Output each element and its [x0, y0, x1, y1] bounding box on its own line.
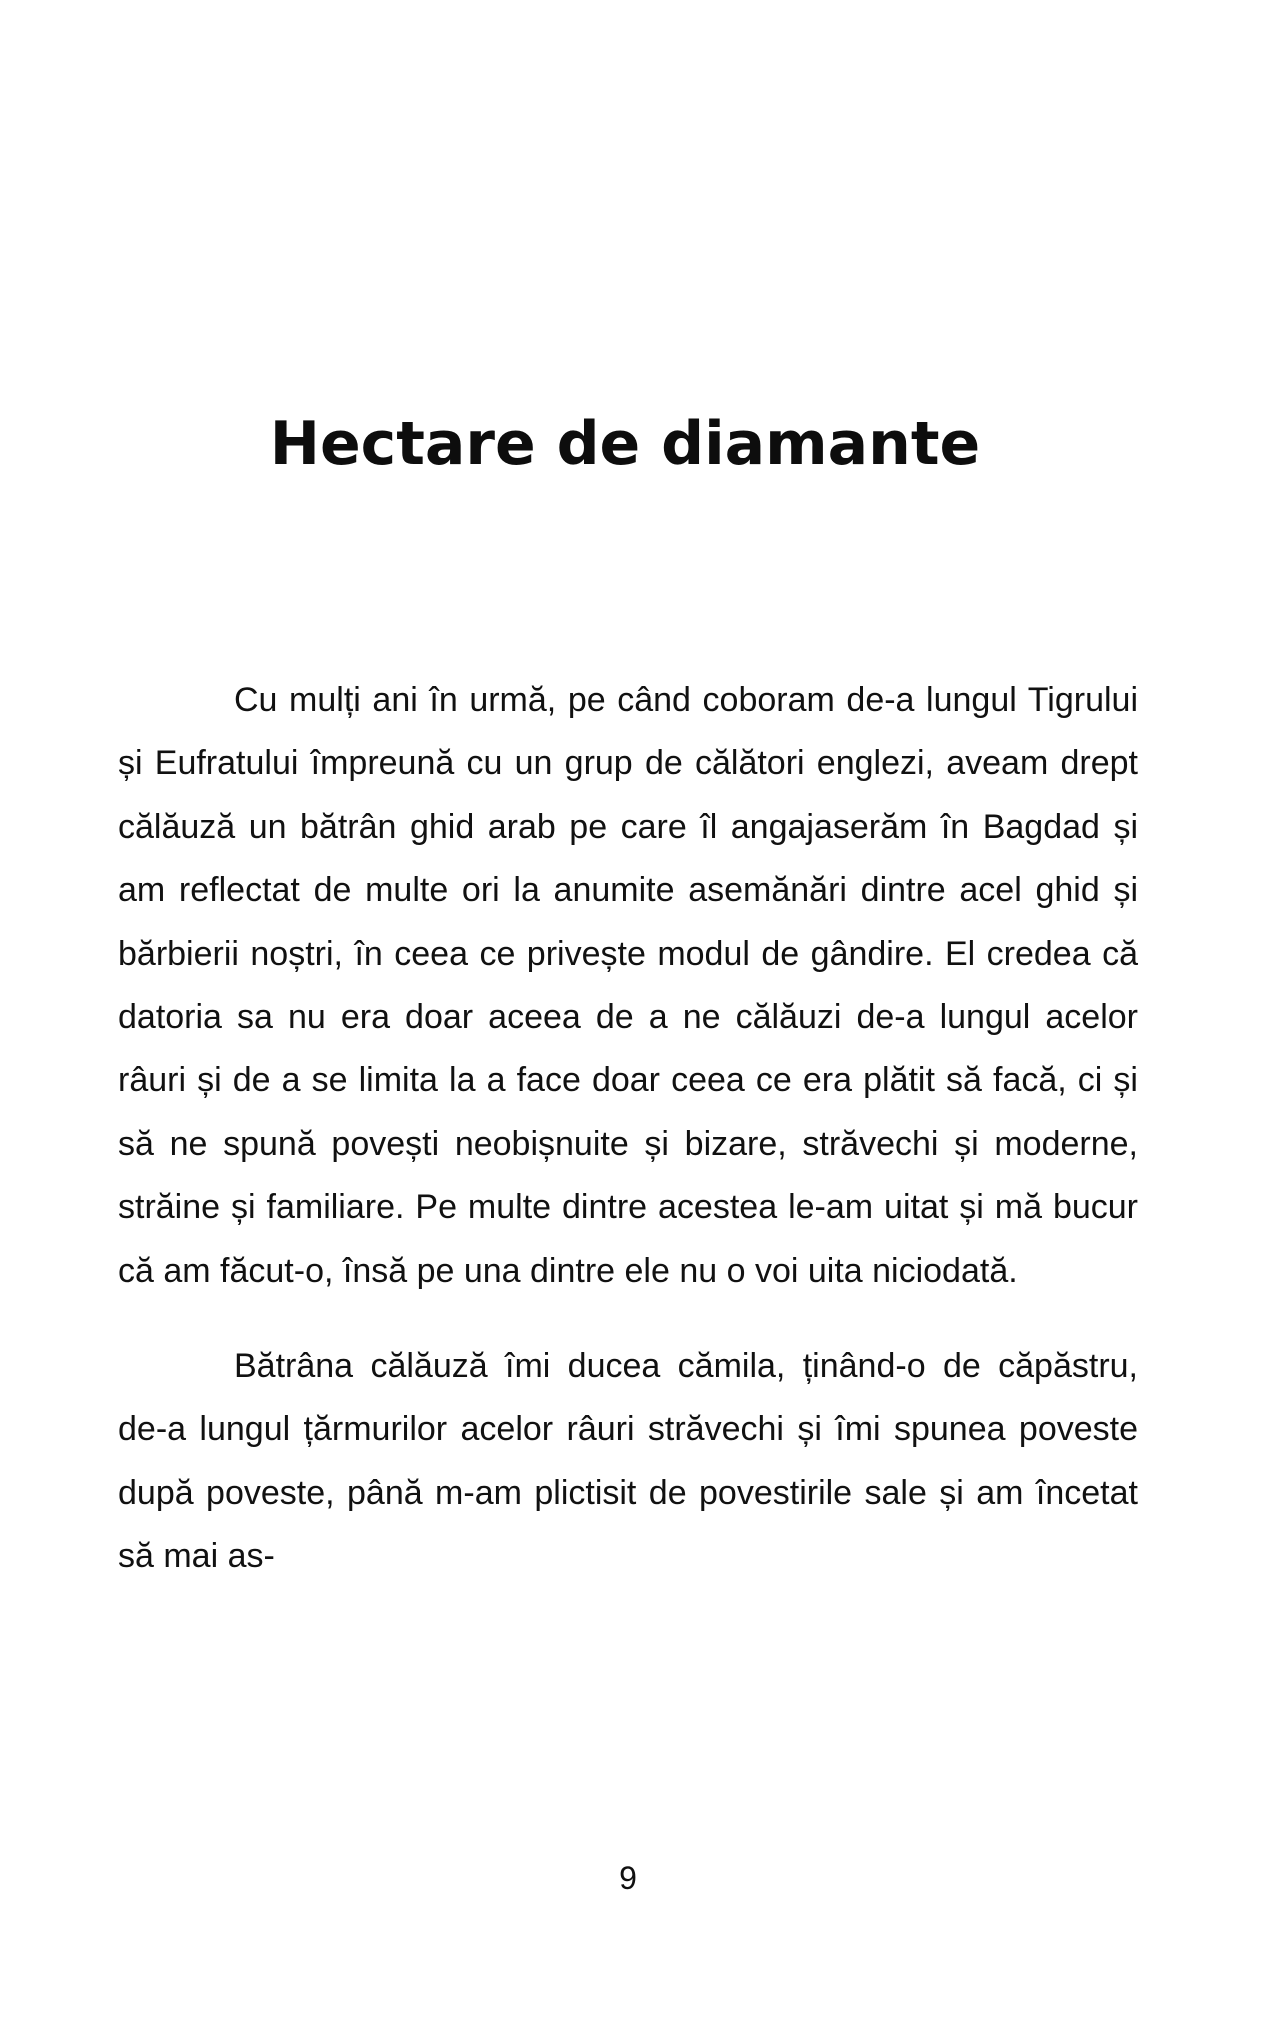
paragraph: Cu mulți ani în urmă, pe când coboram de-a lungul Tigrului și Eufratului împreună cu un grup de călători englezi, aveam drept călăuză un bătrân ghid arab pe care îl angajaserăm în Bagdad și am reflectat de multe ori la anumite asemănări dintre acel ghid și bărbierii noștri, în ceea ce privește modul de gândire. El credea că datoria sa nu era doar aceea de a ne călăuzi de-a lungul acelor râuri și de a se limita la a face doar ceea ce era plătit să facă, ci și să ne spună povești neobișnuite și bizare, străvechi și moderne, străine și familiare. Pe multe dintre acestea le-am uitat și mă bucur că am făcut-o, însă pe una dintre ele nu o voi uita niciodată.: [118, 681, 1138, 1290]
page-number: 9: [619, 1860, 637, 1896]
chapter-title: Hectare de diamante: [269, 409, 981, 479]
body-text: [118, 669, 1138, 1589]
paragraph: Bătrâna călăuză îmi ducea cămila, ținând-o de căpăstru, de-a lungul țărmurilor acelor râuri străvechi și îmi spunea poveste după poveste, până m-am plictisit de povestirile sale și am încetat să mai as-: [118, 1347, 1138, 1576]
